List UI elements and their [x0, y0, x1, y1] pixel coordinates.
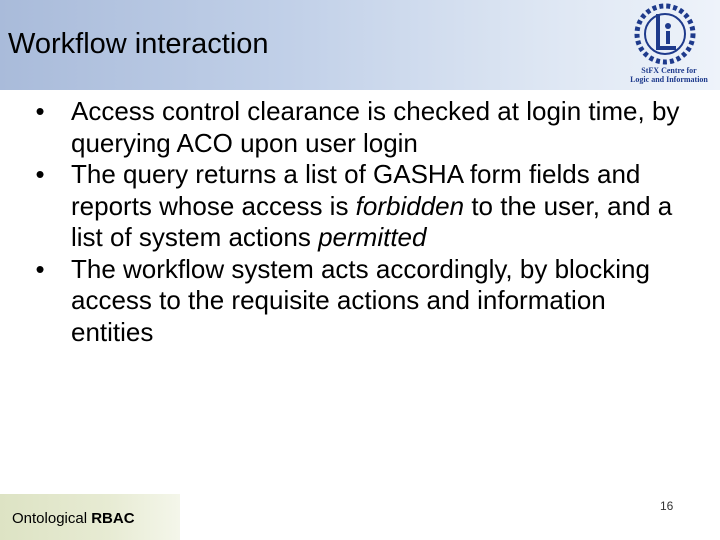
logo-line-2: Logic and Information — [630, 75, 708, 84]
slide-title: Workflow interaction — [8, 28, 269, 60]
bullet-list — [28, 96, 688, 348]
bullet-marker: • — [35, 159, 45, 189]
page-number: 16 — [660, 499, 674, 513]
footer-bold: RBAC — [91, 510, 135, 527]
logo-caption — [622, 66, 716, 84]
footer-label — [12, 510, 135, 527]
bullet-text-emphasis: forbidden — [355, 190, 465, 221]
bullet-item — [28, 254, 688, 349]
bullet-text-emphasis: permitted — [318, 222, 427, 252]
bullet-text: The query returns a list of GASHA form fields and reports whose access is — [71, 159, 641, 221]
bullet-text: The workflow system acts accordingly, by blocking access to the requisite actions and information entities — [71, 253, 650, 347]
logo-line-1: StFX Centre for — [641, 66, 697, 75]
bullet-marker: • — [35, 253, 45, 284]
bullet-text: to the user, and a list of system actions — [71, 190, 673, 252]
footer-prefix: Ontological — [12, 510, 92, 527]
bullet-item — [28, 159, 688, 254]
bullet-marker: • — [35, 96, 45, 126]
bullet-item — [28, 96, 688, 159]
bullet-text: Access control clearance is checked at login time, by querying ACO upon user login — [71, 96, 680, 158]
